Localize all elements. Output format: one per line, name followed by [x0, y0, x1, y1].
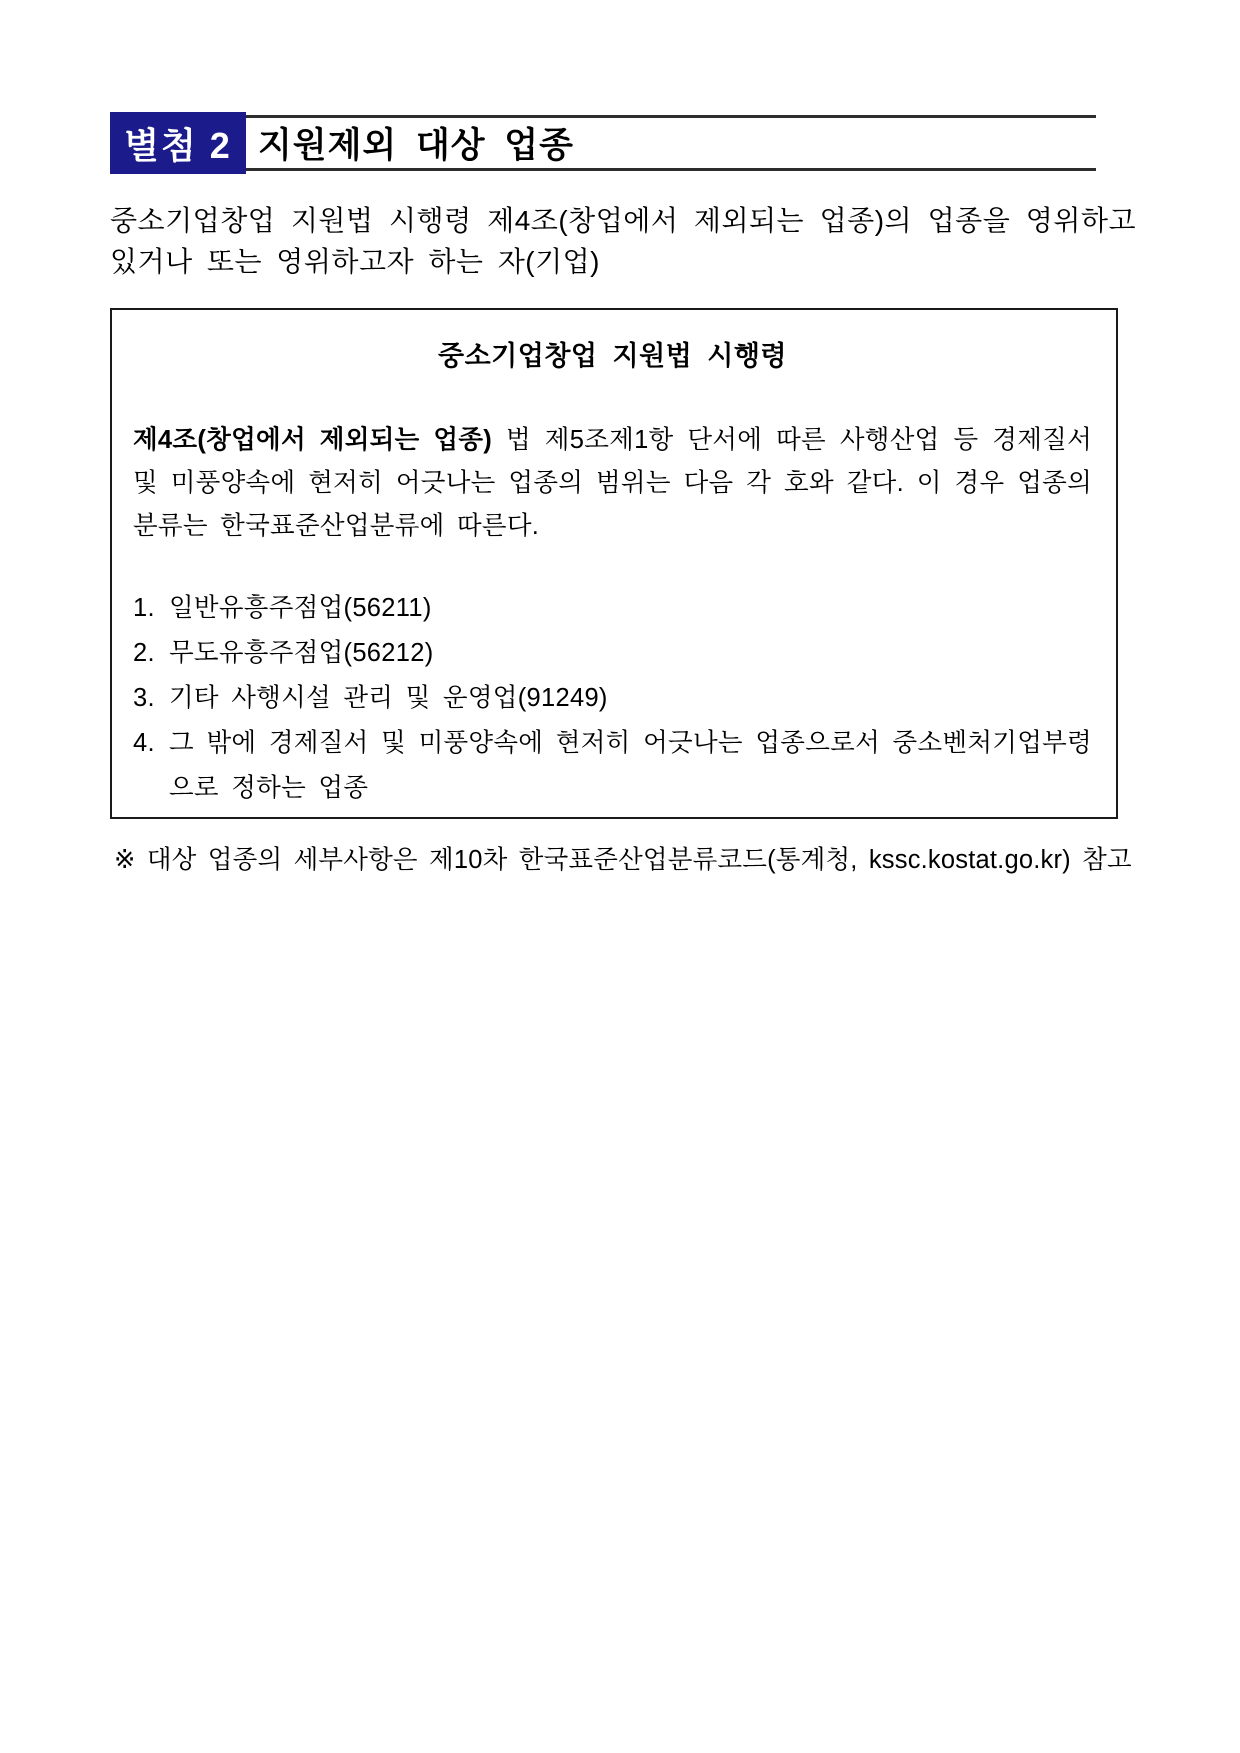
list-item [133, 676, 1092, 721]
law-excerpt-box [110, 308, 1118, 818]
list-item-text: 그 밖에 경제질서 및 미풍양속에 현저히 어긋나는 업종으로서 중소벤처기업부령으로 정하는 업종 [169, 728, 1092, 802]
section-title: 지원제외 대상 업종 [258, 126, 574, 165]
list-item-number: 1. [133, 593, 155, 622]
list-item-number: 2. [133, 638, 155, 667]
excluded-industry-list [133, 586, 1092, 811]
list-item [133, 586, 1092, 631]
section-title-rule [246, 115, 1096, 171]
attachment-number-badge: 별첨 2 [110, 112, 246, 174]
list-item [133, 721, 1092, 811]
list-item-text: 기타 사행시설 관리 및 운영업(91249) [169, 683, 608, 712]
article-paragraph [133, 419, 1092, 547]
law-box-title: 중소기업창업 지원법 시행령 [438, 341, 787, 372]
list-item-number: 3. [133, 683, 155, 712]
footnote: ※ 대상 업종의 세부사항은 제10차 한국표준산업분류코드(통계청, kssc.kostat.go.kr) 참고 [114, 845, 1132, 874]
intro-paragraph: 중소기업창업 지원법 시행령 제4조(창업에서 제외되는 업종)의 업종을 영위하고 있거나 또는 영위하고자 하는 자(기업) [110, 205, 1136, 277]
section-header [110, 112, 1096, 174]
list-item-text: 무도유흥주점업(56212) [169, 638, 434, 667]
list-item [133, 631, 1092, 676]
article-body: 법 제5조제1항 단서에 따른 사행산업 등 경제질서 및 미풍양속에 현저히 어긋나는 업종의 범위는 다음 각 호와 같다. 이 경우 업종의 분류는 한국표준산업분류에 따른다. [133, 426, 1093, 540]
list-item-number: 4. [133, 728, 155, 757]
article-lead: 제4조(창업에서 제외되는 업종) [133, 426, 493, 455]
list-item-text: 일반유흥주점업(56211) [169, 593, 432, 622]
